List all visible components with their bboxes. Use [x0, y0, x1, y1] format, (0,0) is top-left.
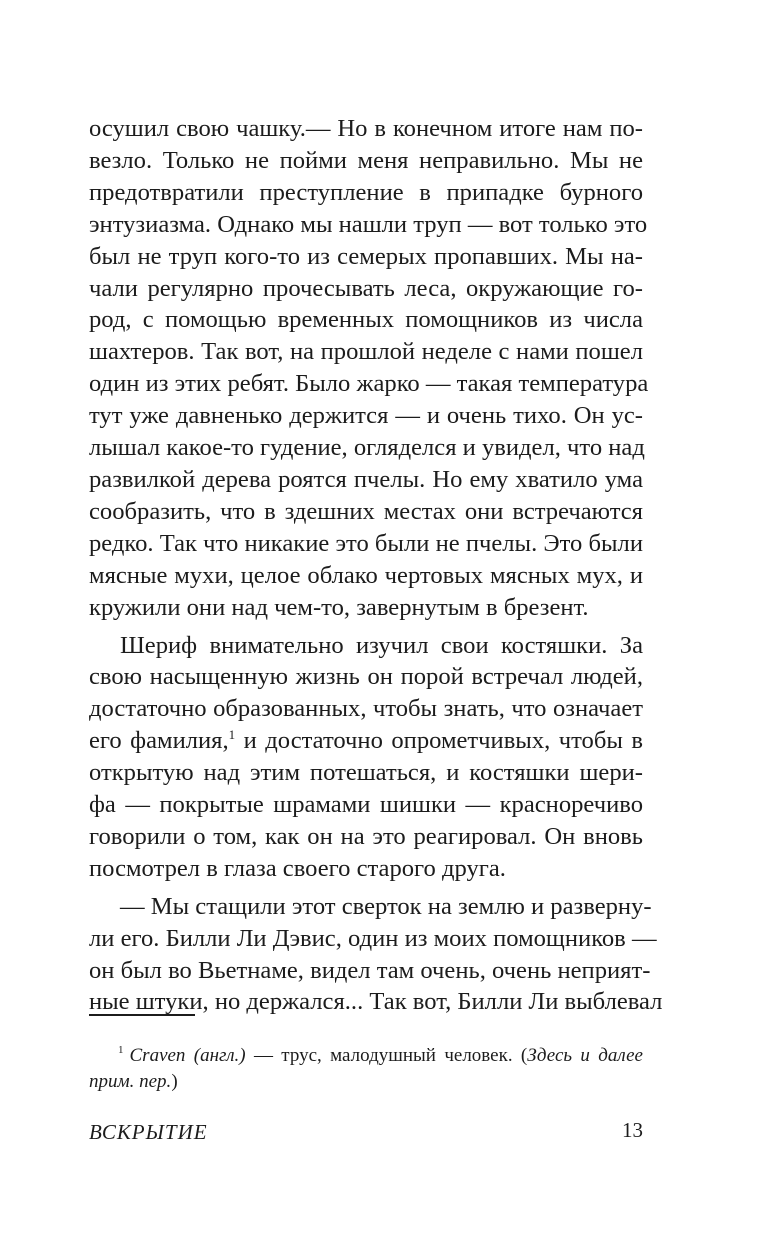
text-line: свою насыщенную жизнь он порой встречал людей,	[89, 663, 643, 691]
text-line: ные штуки, но держался... Так вот, Билли Ли выблевал	[89, 988, 663, 1016]
text-line: тут уже давненько держится — и очень тихо. Он ус-	[89, 402, 643, 430]
text-line: достаточно образованных, чтобы знать, что означает	[89, 695, 643, 723]
text-line: он был во Вьетнаме, видел там очень, очень неприят-	[89, 956, 651, 984]
text-line: кружили они над чем-то, завернутым в брезент.	[89, 593, 589, 621]
footnote-text: — трус, малодушный человек. (	[245, 1045, 528, 1066]
footnote-line	[89, 1069, 643, 1095]
text-line: энтузиазма. Однако мы нашли труп — вот только это	[89, 210, 648, 238]
text-line: предотвратили преступление в припадке бурного	[89, 178, 643, 206]
text-line: шахтеров. Так вот, на прошлой неделе с нами пошел	[89, 338, 643, 366]
paragraph-3	[89, 891, 663, 1019]
footnote-line	[89, 1043, 643, 1069]
footnote-reference[interactable]: 1	[228, 727, 236, 743]
text-line: род, с помощью временных помощников из числа	[89, 306, 643, 334]
text-line: развилкой дерева роятся пчелы. Но ему хватило ума	[89, 465, 643, 493]
body-text	[89, 113, 663, 1018]
footnote-marker: 1	[118, 1044, 124, 1056]
text-line: редко. Так что никакие это были не пчелы. Это были	[89, 529, 643, 557]
text-line-with-footnote	[89, 725, 643, 757]
text-line: Шериф внимательно изучил свои костяшки. За	[120, 631, 643, 659]
text-fragment: и достаточно опрометчивых, чтобы в	[235, 727, 643, 755]
footnote-note: прим. пер.	[89, 1071, 172, 1092]
footnote-note: Здесь и далее	[527, 1045, 643, 1066]
text-line: был не труп кого-то из семерых пропавших. Мы на-	[89, 242, 643, 270]
text-fragment: его фамилия,	[89, 727, 229, 755]
footnote-divider	[89, 1014, 195, 1016]
footnote-text: )	[171, 1071, 178, 1092]
footnote-term: Craven (англ.)	[129, 1045, 246, 1066]
text-line: лышал какое-то гудение, огляделся и увидел, что над	[89, 434, 645, 462]
text-line: открытую над этим потешаться, и костяшки шери-	[89, 759, 643, 787]
text-line: фа — покрытые шрамами шишки — красноречиво	[89, 791, 643, 819]
running-footer-title: ВСКРЫТИЕ	[89, 1120, 208, 1144]
text-line: ли его. Билли Ли Дэвис, один из моих помощников —	[89, 924, 657, 952]
text-line: чали регулярно прочесывать леса, окружающие го-	[89, 274, 643, 302]
text-line: говорили о том, как он на это реагировал. Он вновь	[89, 822, 643, 850]
text-line: посмотрел в глаза своего старого друга.	[89, 854, 506, 882]
paragraph-1	[89, 113, 649, 624]
text-line: сообразить, что в здешних местах они встречаются	[89, 497, 643, 525]
paragraph-2	[89, 630, 643, 885]
text-line: один из этих ребят. Было жарко — такая температура	[89, 370, 649, 398]
text-line: — Мы стащили этот сверток на землю и разверну-	[120, 892, 652, 920]
page-number: 13	[622, 1118, 643, 1142]
footnote	[89, 1043, 643, 1095]
text-line: везло. Только не пойми меня неправильно. Мы не	[89, 146, 643, 174]
text-line: мясные мухи, целое облако чертовых мясных мух, и	[89, 561, 643, 589]
text-line: осушил свою чашку.— Но в конечном итоге нам по-	[89, 115, 643, 142]
